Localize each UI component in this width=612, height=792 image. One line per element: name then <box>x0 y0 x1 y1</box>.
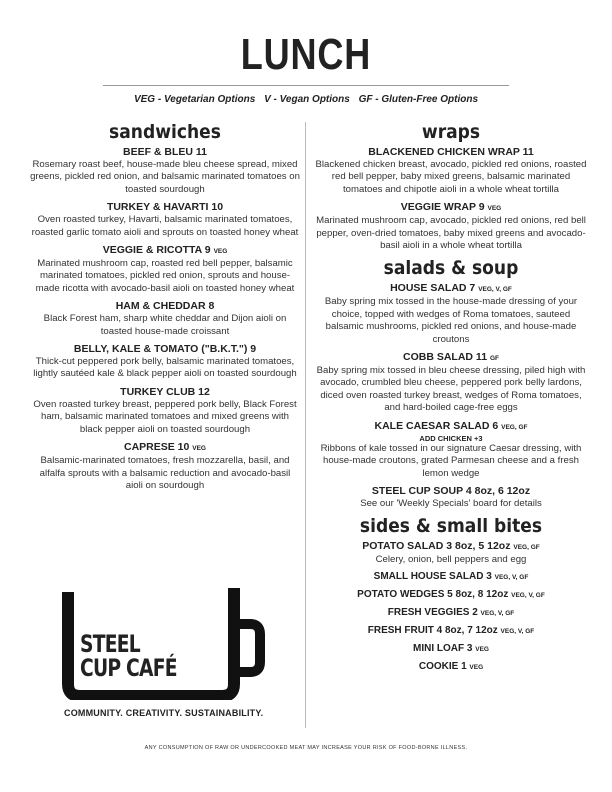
item-description: Marinated mushroom cap, avocado, pickled red onions, red bell pepper, oven-dried tomatoes, baby mixed greens and avocado-basil aioli in a whole wheat tortilla <box>316 215 586 252</box>
section-heading-salads: salads & soup <box>383 257 519 280</box>
item-name: BELLY, KALE & TOMATO ("B.K.T.") 9 <box>73 343 257 356</box>
item-description: Blackened chicken breast, avocado, pickled red onions, roasted red bell pepper, baby mixed greens, balsamic marinated tomatoes and chipotle aioli in a whole wheat tortilla <box>315 159 587 195</box>
item-tag: VEG <box>213 248 228 256</box>
item-tag: VEG, V, GF <box>494 573 529 581</box>
item-description: Balsamic-marinated tomatoes, fresh mozzarella, basil, and alfalfa sprouts with a balsamic reduction and avocado-basil aioli on sourdough <box>39 455 291 491</box>
item-description: Celery, onion, bell peppers and egg <box>375 554 527 566</box>
item-tag: VEG, V, GF <box>478 286 512 294</box>
menu-item <box>30 343 300 381</box>
section-heading-wraps: wraps <box>421 121 481 143</box>
food-safety-disclaimer: ANY CONSUMPTION OF RAW OR UNDERCOOKED MEAT MAY INCREASE YOUR RISK OF FOOD-BORNE ILLNESS. <box>144 745 468 751</box>
item-tag: VEG, GF <box>501 423 528 431</box>
item-description: Thick-cut peppered pork belly, balsamic marinated tomatoes, lightly sautéed kale & black pepper aioli on toasted sourdough <box>33 356 297 380</box>
item-tag: GF <box>489 355 499 363</box>
item-tag: VEG, V, GF <box>500 627 535 635</box>
item-name: BEEF & BLEU 11 <box>122 146 208 158</box>
logo-tagline: COMMUNITY. CREATIVITY. SUSTAINABILITY. <box>64 708 264 718</box>
item-tag: VEG <box>469 663 484 671</box>
menu-item <box>30 300 300 338</box>
page-title: LUNCH <box>240 30 372 79</box>
logo-line-1: STEEL <box>80 630 140 658</box>
item-name: COBB SALAD 11 <box>403 351 488 364</box>
item-name: MINI LOAF 3 <box>413 642 473 654</box>
menu-item <box>30 244 300 295</box>
item-name: COOKIE 1 <box>418 660 467 672</box>
item-name: STEEL CUP SOUP 4 8oz, 6 12oz <box>371 484 531 497</box>
item-description: Black Forest ham, sharp white cheddar and Dijon aioli on toasted house-made croissant <box>43 313 287 337</box>
item-name: BLACKENED CHICKEN WRAP 11 <box>368 146 534 158</box>
item-name: SMALL HOUSE SALAD 3 <box>373 570 492 582</box>
dietary-legend <box>0 94 612 105</box>
menu-item <box>30 146 300 196</box>
item-tag: VEG, V, GF <box>511 591 545 599</box>
menu-item <box>312 540 590 566</box>
item-name: CAPRESE 10 <box>123 441 190 454</box>
item-tag: VEG <box>192 445 206 453</box>
legend-vegan: V - Vegan Options <box>264 94 350 105</box>
item-name: TURKEY & HAVARTI 10 <box>106 201 224 214</box>
menu-item <box>312 625 590 638</box>
item-description: Oven roasted turkey breast, peppered pork belly, Black Forest ham, balsamic marinated tomatoes and mixed greens with black pepper aioli on toasted sourdough <box>33 398 297 435</box>
section-heading-sides: sides & small bites <box>359 515 543 538</box>
menu-item <box>30 201 300 239</box>
item-name: POTATO SALAD 3 8oz, 5 12oz <box>362 540 511 553</box>
title-divider <box>103 85 509 86</box>
item-description: Baby spring mix tossed in the house-made dressing of your choice, topped with wedges of Roma tomatoes, sauteed balsamic mushrooms, pickled red onions, and house-made croutons <box>324 296 578 345</box>
section-heading-sandwiches: sandwiches <box>109 121 221 143</box>
menu-item <box>312 201 590 252</box>
logo-line-2: CUP CAFÉ <box>80 654 177 682</box>
menu-item <box>312 146 590 196</box>
right-column <box>312 121 590 679</box>
menu-item <box>312 607 590 620</box>
item-name: VEGGIE WRAP 9 <box>400 201 485 214</box>
logo-wordmark <box>80 632 177 680</box>
item-name: FRESH FRUIT 4 8oz, 7 12oz <box>367 624 498 636</box>
menu-item <box>312 420 590 480</box>
menu-item <box>312 589 590 602</box>
legend-veg: VEG - Vegetarian Options <box>133 94 256 105</box>
menu-item <box>312 282 590 346</box>
menu-item <box>312 661 590 674</box>
column-divider <box>305 122 306 728</box>
item-tag: VEG <box>475 645 489 653</box>
menu-item <box>30 386 300 436</box>
item-name: HAM & CHEDDAR 8 <box>115 300 215 313</box>
item-description: Baby spring mix tossed in bleu cheese dressing, piled high with avocado, crumbled bleu cheese, peppered pork belly lardons, diced oven roasted turkey breast, wedges of Roma tomatoes, and hard-boiled cage-free eggs <box>316 365 586 414</box>
menu-item <box>30 441 300 492</box>
menu-item <box>312 571 590 584</box>
item-description: See our 'Weekly Specials' board for details <box>360 497 542 509</box>
item-description: Ribbons of kale tossed in our signature Caesar dressing, with house-made croutons, grated Parmesan cheese and a fresh lemon wedge <box>320 442 582 479</box>
item-name: FRESH VEGGIES 2 <box>387 606 478 618</box>
item-name: KALE CAESAR SALAD 6 <box>374 419 499 432</box>
item-tag: VEG, GF <box>513 544 540 552</box>
item-name: POTATO WEDGES 5 8oz, 8 12oz <box>357 588 509 600</box>
item-addon: ADD CHICKEN +3 <box>419 433 483 443</box>
left-column <box>30 121 300 497</box>
item-name: TURKEY CLUB 12 <box>120 385 210 398</box>
item-name: HOUSE SALAD 7 <box>390 282 476 295</box>
item-name: VEGGIE & RICOTTA 9 <box>102 244 211 257</box>
menu-item <box>312 485 590 510</box>
item-description: Rosemary roast beef, house-made bleu cheese spread, mixed greens, pickled red onion, and balsamic marinated tomatoes on toasted sourdough <box>30 159 300 195</box>
legend-gf: GF - Gluten-Free Options <box>358 94 479 105</box>
menu-item <box>312 643 590 656</box>
item-tag: VEG, V, GF <box>480 609 515 617</box>
item-tag: VEG <box>487 205 502 213</box>
menu-item <box>312 351 590 415</box>
item-description: Oven roasted turkey, Havarti, balsamic marinated tomatoes, roasted garlic tomato aioli and sprouts on toasted honey wheat <box>31 214 299 238</box>
item-description: Marinated mushroom cap, roasted red bell pepper, balsamic marinated tomatoes, pickled red onion, sprouts and house-made ricotta with avocado-basil aioli on toasted honey wheat <box>35 258 295 294</box>
